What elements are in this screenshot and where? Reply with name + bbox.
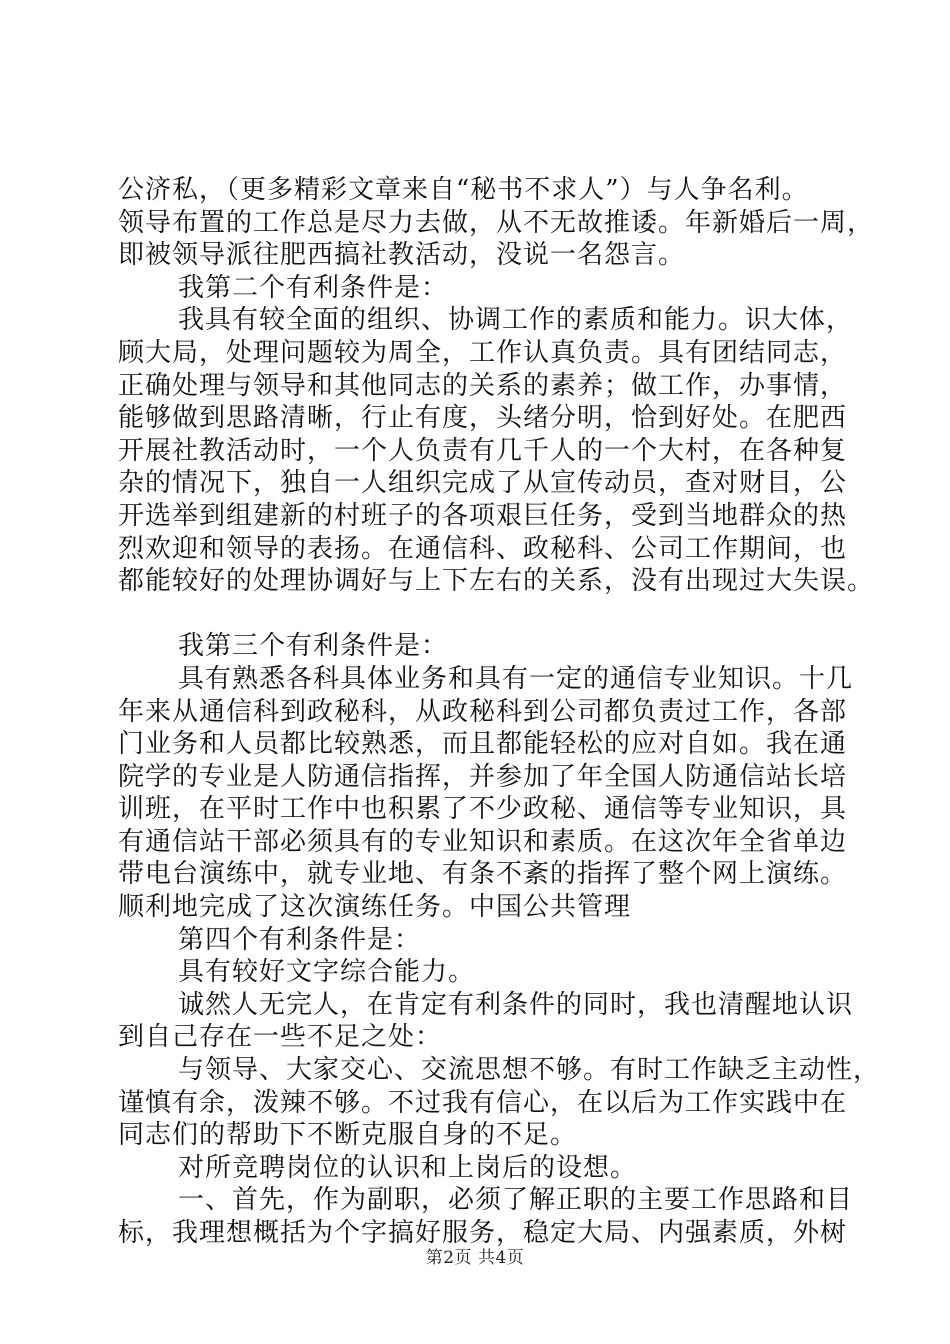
- body-line: 门业务和人员都比较熟悉，而且都能轻松的应对自如。我在通: [118, 729, 848, 760]
- body-line: 公济私，（更多精彩文章来自“秘书不求人”）与人争名利。: [118, 175, 809, 205]
- body-line: 我第二个有利条件是：: [178, 272, 449, 303]
- body-line: 开展社教活动时，一个人负责有几千人的一个大村，在各种复: [118, 435, 848, 466]
- body-line: 顾大局，处理问题较为周全，工作认真负责。具有团结同志，: [118, 337, 848, 368]
- blank-line: [118, 598, 848, 631]
- body-line: 领导布置的工作总是尽力去做，从不无故推诿。年新婚后一周，: [118, 207, 875, 238]
- body-line: 训班，在平时工作中也积累了不少政秘、通信等专业知识，具: [118, 794, 848, 825]
- body-line: 具有较好文字综合能力。: [178, 957, 476, 988]
- body-line: 院学的专业是人防通信指挥，并参加了年全国人防通信站长培: [118, 761, 848, 792]
- body-line: 能够做到思路清晰，行止有度，头绪分明，恰到好处。在肥西: [118, 403, 848, 434]
- body-line: 标，我理想概括为个字搞好服务，稳定大局、内强素质，外树: [118, 1218, 848, 1248]
- body-line: 开选举到组建新的村班子的各项艰巨任务，受到当地群众的热: [118, 500, 848, 531]
- body-line: 我第三个有利条件是：: [178, 631, 449, 662]
- body-line: 有通信站干部必须具有的专业知识和素质。在这次年全省单边: [118, 826, 848, 857]
- body-line: 带电台演练中，就专业地、有条不紊的指挥了整个网上演练。: [118, 859, 848, 890]
- body-line: 烈欢迎和领导的表扬。在通信科、政秘科、公司工作期间，也: [118, 533, 848, 564]
- body-line: 同志们的帮助下不断克服自身的不足。: [118, 1120, 578, 1151]
- body-line: 正确处理与领导和其他同志的关系的素养；做工作，办事情，: [118, 370, 848, 401]
- body-line: 顺利地完成了这次演练任务。中国公共管理: [118, 892, 632, 923]
- document-body: [118, 174, 881, 1250]
- body-line: 即被领导派往肥西搞社教活动，没说一名怨言。: [118, 240, 686, 271]
- body-line: 第四个有利条件是：: [178, 924, 422, 955]
- body-line: 一、首先，作为副职，必须了解正职的主要工作思路和目: [178, 1185, 854, 1216]
- body-line: 与领导、大家交心、交流思想不够。有时工作缺乏主动性，: [178, 1055, 881, 1086]
- body-line: 到自己存在一些不足之处：: [118, 1022, 443, 1053]
- body-line: 杂的情况下，独自一人组织完成了从宣传动员，查对财目，公: [118, 468, 848, 499]
- body-line: 诚然人无完人，在肯定有利条件的同时，我也清醒地认识: [178, 989, 854, 1020]
- body-line: 都能较好的处理协调好与上下左右的关系，没有出现过大失误。: [118, 566, 875, 597]
- body-line: 谨慎有余，泼辣不够。不过我有信心，在以后为工作实践中在: [118, 1087, 848, 1118]
- body-line: 具有熟悉各科具体业务和具有一定的通信专业知识。十几: [178, 663, 854, 694]
- body-line: 对所竞聘岗位的认识和上岗后的设想。: [178, 1152, 638, 1183]
- body-line: 年来从通信科到政秘科，从政秘科到公司都负责过工作，各部: [118, 696, 848, 727]
- body-line: 我具有较全面的组织、协调工作的素质和能力。识大体，: [178, 305, 854, 336]
- page-number: 第2页 共4页: [425, 1248, 525, 1268]
